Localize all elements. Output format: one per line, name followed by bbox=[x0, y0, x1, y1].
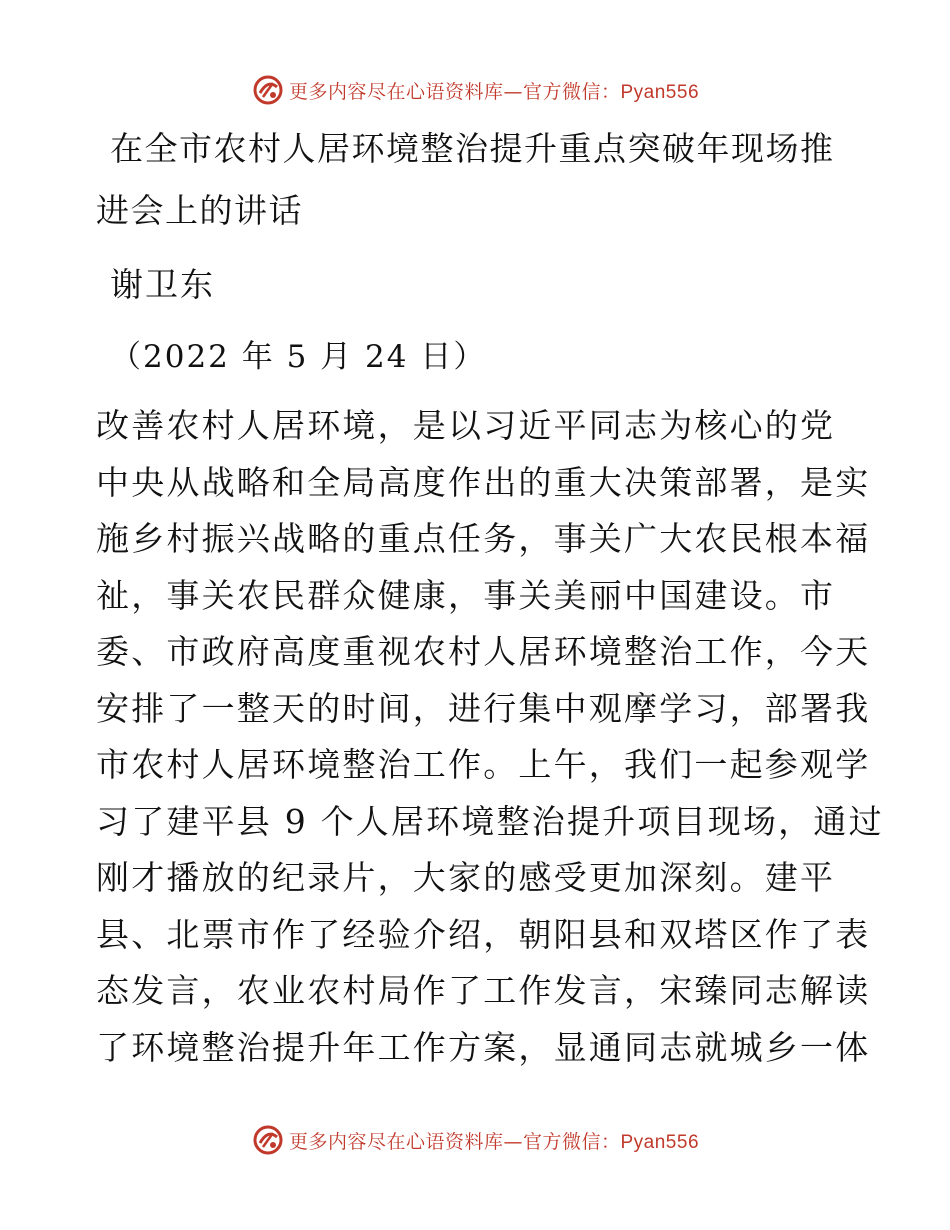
brand-logo-icon bbox=[251, 1123, 285, 1157]
document-author: 谢卫东 bbox=[110, 265, 215, 304]
title-line: 进会上的讲话 bbox=[96, 191, 303, 230]
body-line: 委、市政府高度重视农村人居环境整治工作，今天 bbox=[96, 632, 871, 671]
title-line: 在全市农村人居环境整治提升重点突破年现场推 bbox=[110, 129, 835, 168]
document-date: （2022 年 5 月 24 日） bbox=[110, 339, 487, 375]
body-line: 安排了一整天的时间，进行集中观摩学习，部署我 bbox=[96, 688, 871, 728]
body-line: 中央从战略和全局高度作出的重大决策部署，是实 bbox=[96, 462, 871, 502]
body-line: 施乡村振兴战略的重点任务，事关广大农民根本福 bbox=[96, 519, 871, 558]
document-content bbox=[96, 118, 884, 1076]
header-banner-text bbox=[289, 77, 699, 104]
body-line: 祉，事关农民群众健康，事关美丽中国建设。市 bbox=[96, 575, 836, 615]
header-banner bbox=[0, 70, 950, 110]
footer-banner bbox=[0, 1120, 950, 1160]
body-line: 改善农村人居环境，是以习近平同志为核心的党 bbox=[96, 406, 836, 445]
brand-logo-icon bbox=[251, 73, 285, 107]
body-line: 市农村人居环境整治工作。上午，我们一起参观学 bbox=[96, 745, 871, 784]
header-banner-wechat-id: Pyan556 bbox=[620, 81, 700, 103]
document-body bbox=[96, 398, 884, 1076]
header-banner-label: 更多内容尽在心语资料库—官方微信： bbox=[288, 80, 621, 103]
document-title bbox=[96, 118, 856, 242]
footer-banner-label: 更多内容尽在心语资料库—官方微信： bbox=[288, 1130, 621, 1153]
body-line: 态发言，农业农村局作了工作发言，宋臻同志解读 bbox=[96, 971, 871, 1010]
body-line: 习了建平县 9 个人居环境整治提升项目现场，通过 bbox=[96, 801, 884, 841]
footer-banner-wechat-id: Pyan556 bbox=[620, 1131, 700, 1153]
body-line: 了环境整治提升年工作方案，显通同志就城乡一体 bbox=[96, 1027, 871, 1067]
footer-banner-text bbox=[289, 1127, 699, 1154]
body-line: 刚才播放的纪录片，大家的感受更加深刻。建平 bbox=[96, 858, 836, 897]
body-line: 县、北票市作了经验介绍，朝阳县和双塔区作了表 bbox=[96, 914, 871, 954]
